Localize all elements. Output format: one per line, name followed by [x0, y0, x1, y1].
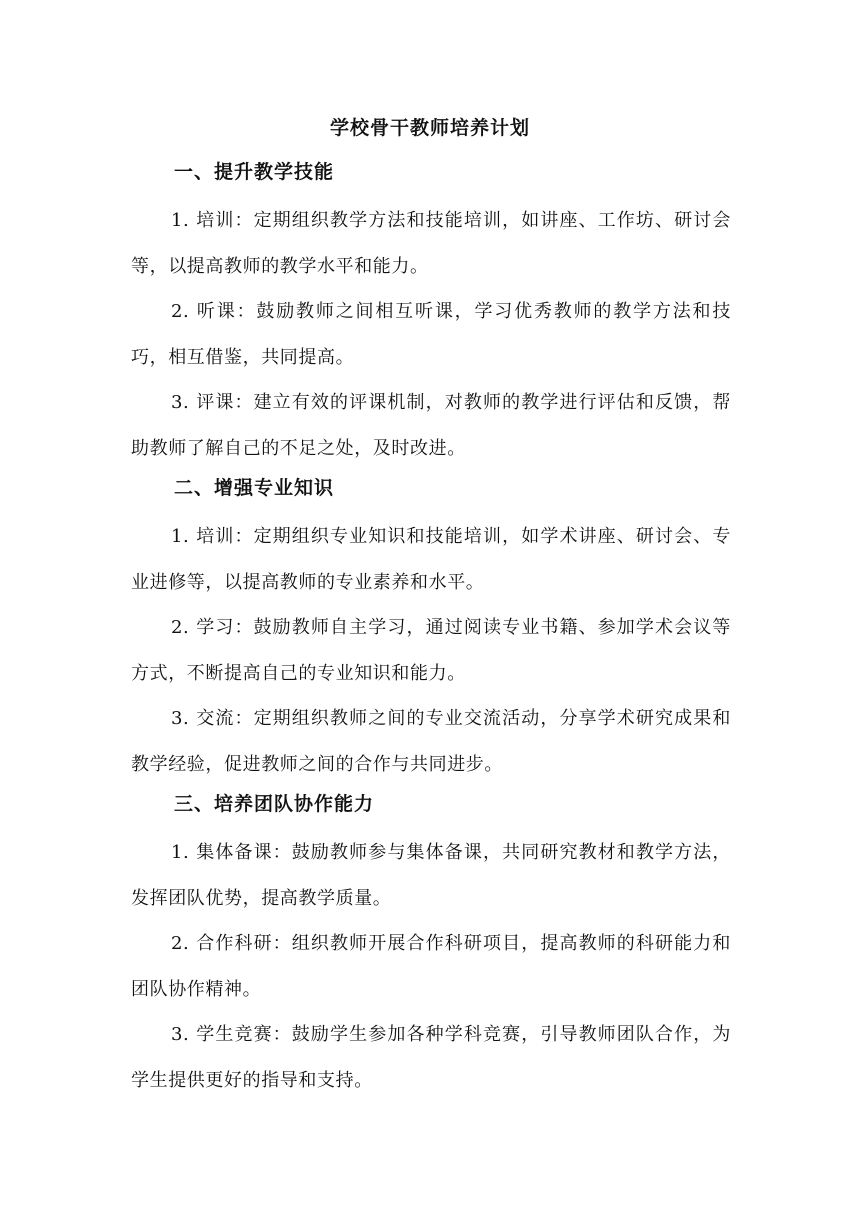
section-1-item-3: 3. 评课：建立有效的评课机制，对教师的教学进行评估和反馈，帮助教师了解自己的不足之处，及时改进。: [131, 392, 731, 459]
section-heading-3: 三、培养团队协作能力: [174, 793, 375, 815]
document-title: 学校骨干教师培养计划: [329, 117, 530, 139]
section-heading-2: 二、增强专业知识: [174, 477, 335, 499]
section-2-item-1: 1. 培训：定期组织专业知识和技能培训，如学术讲座、研讨会、专业进修等，以提高教师的专业素养和水平。: [131, 526, 731, 593]
section-1-item-1: 1. 培训：定期组织教学方法和技能培训，如讲座、工作坊、研讨会等，以提高教师的教学水平和能力。: [131, 210, 731, 277]
section-2-item-2: 2. 学习：鼓励教师自主学习，通过阅读专业书籍、参加学术会议等方式，不断提高自己的专业知识和能力。: [131, 617, 731, 684]
section-3-item-2: 2. 合作科研：组织教师开展合作科研项目，提高教师的科研能力和团队协作精神。: [131, 933, 731, 1000]
section-3-item-3: 3. 学生竞赛：鼓励学生参加各种学科竞赛，引导教师团队合作，为学生提供更好的指导和支持。: [131, 1024, 731, 1091]
section-3-item-1: 1. 集体备课：鼓励教师参与集体备课，共同研究教材和教学方法，发挥团队优势，提高教学质量。: [131, 842, 731, 909]
section-1-item-2: 2. 听课：鼓励教师之间相互听课，学习优秀教师的教学方法和技巧，相互借鉴，共同提高。: [131, 301, 731, 368]
section-2-item-3: 3. 交流：定期组织教师之间的专业交流活动，分享学术研究成果和教学经验，促进教师之间的合作与共同进步。: [131, 708, 731, 775]
section-heading-1: 一、提升教学技能: [174, 161, 335, 183]
